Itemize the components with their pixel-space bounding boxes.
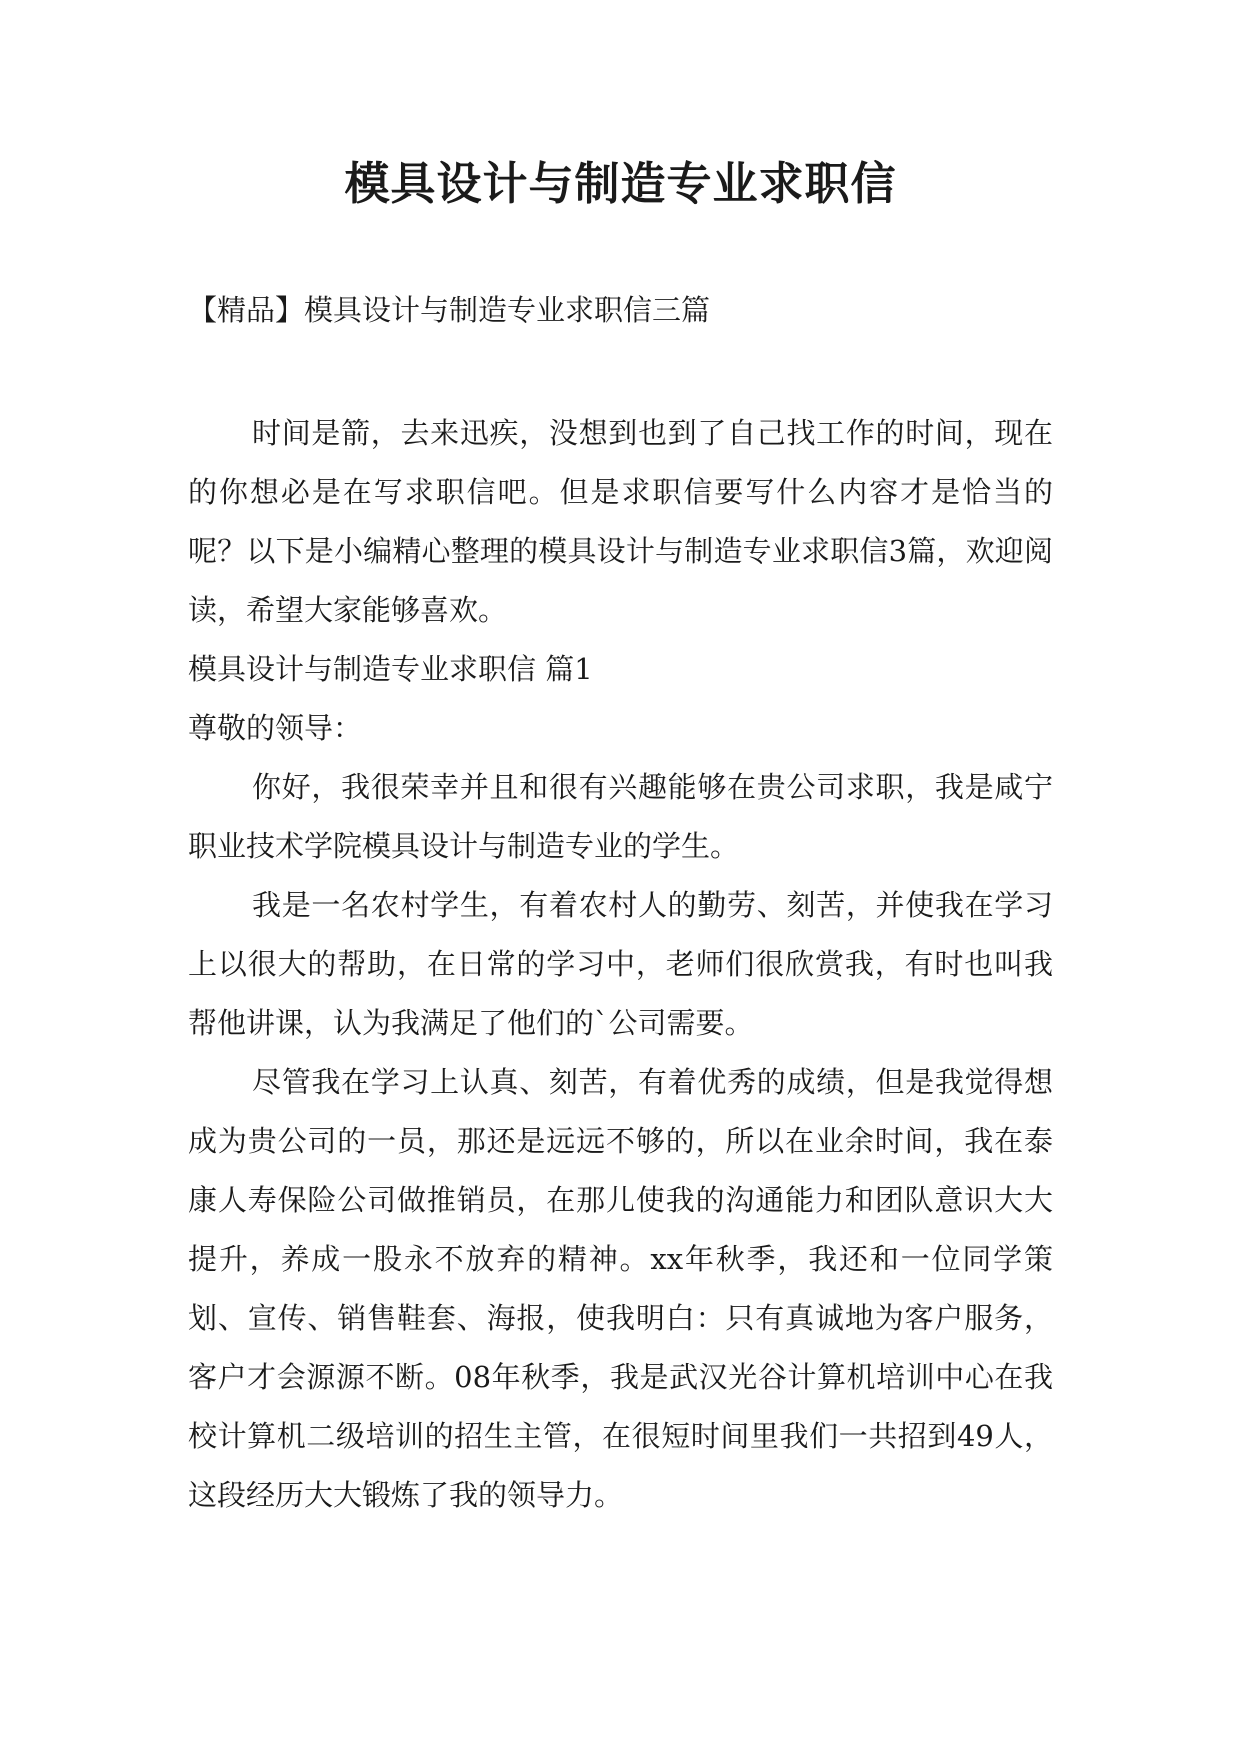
body-paragraph: 尽管我在学习上认真、刻苦，有着优秀的成绩，但是我觉得想成为贵公司的一员，那还是远远不够的，所以在业余时间，我在泰康人寿保险公司做推销员，在那儿使我的沟通能力和团队意识大大提升，养成一股永不放弃的精神。xx年秋季，我还和一位同学策划、宣传、销售鞋套、海报，使我明白：只有真诚地为客户服务，客户才会源源不断。08年秋季，我是武汉光谷计算机培训中心在我校计算机二级培训的招生主管，在很短时间里我们一共招到49人，这段经历大大锻炼了我的领导力。: [188, 1065, 1053, 1512]
document-subtitle: 【精品】模具设计与制造专业求职信三篇: [188, 293, 711, 327]
document-title: 模具设计与制造专业求职信: [344, 157, 897, 210]
body-paragraph: 你好，我很荣幸并且和很有兴趣能够在贵公司求职，我是咸宁职业技术学院模具设计与制造专业的学生。: [188, 770, 1053, 863]
salutation: 尊敬的领导：: [188, 711, 363, 745]
intro-paragraph: 时间是箭，去来迅疾，没想到也到了自己找工作的时间，现在的你想必是在写求职信吧。但是求职信要写什么内容才是恰当的呢？以下是小编精心整理的模具设计与制造专业求职信3篇，欢迎阅读，希望大家能够喜欢。: [188, 416, 1053, 627]
document-body: [188, 404, 1053, 1525]
body-paragraph: 我是一名农村学生，有着农村人的勤劳、刻苦，并使我在学习上以很大的帮助，在日常的学习中，老师们很欣赏我，有时也叫我帮他讲课，认为我满足了他们的`公司需要。: [188, 888, 1053, 1040]
section-heading: 模具设计与制造专业求职信 篇1: [188, 652, 593, 686]
